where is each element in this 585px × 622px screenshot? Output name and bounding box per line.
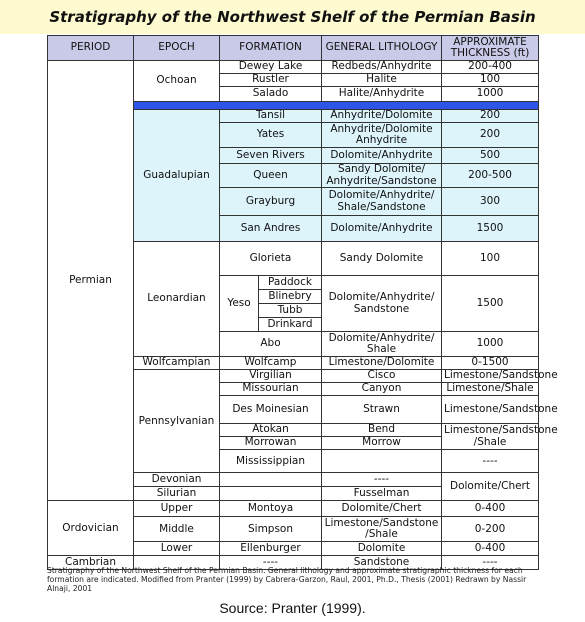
formation-cambrian: ---- bbox=[220, 556, 322, 570]
lithology-queen: Sandy Dolomite/ Anhydrite/Sandstone bbox=[322, 164, 442, 188]
period-pennsylvanian: Pennsylvanian bbox=[134, 370, 220, 473]
formation-bend: Bend bbox=[322, 424, 442, 437]
lithology-seven-rivers: Dolomite/Anhydrite bbox=[322, 148, 442, 164]
thickness-abo: 1000 bbox=[442, 332, 539, 357]
formation-dewey-lake: Dewey Lake bbox=[220, 61, 322, 74]
epoch-virgilian: Virgilian bbox=[220, 370, 322, 383]
lithology-abo: Dolomite/Anhydrite/ Shale bbox=[322, 332, 442, 357]
separator-bar bbox=[134, 102, 539, 110]
thickness-dewey-lake: 200-400 bbox=[442, 61, 539, 74]
stratigraphy-table bbox=[47, 35, 558, 570]
epoch-silurian-empty bbox=[220, 487, 322, 501]
formation-mississippian: ---- bbox=[442, 450, 539, 473]
period-silurian: Silurian bbox=[134, 487, 220, 501]
formation-yeso-group bbox=[220, 276, 322, 332]
thickness-simpson: 0-200 bbox=[442, 517, 539, 542]
page-title: Stratigraphy of the Northwest Shelf of the Permian Basin bbox=[49, 8, 536, 26]
lithology-cisco: Limestone/Sandstone bbox=[442, 370, 539, 383]
lithology-san-andres: Dolomite/Anhydrite bbox=[322, 216, 442, 242]
figure-caption: Stratigraphy of the Northwest Shelf of the Permian Basin. General lithology and approximate stratigraphic thickness for each formation are indicated. Modified from Pranter (1999) by Cabrera-Garzon, Raul, 2001, Ph.D., Thesis (2001) Redrawn by Nassir Alnaji, 2001 bbox=[47, 566, 527, 593]
formation-wolfcamp: Wolfcamp bbox=[220, 357, 322, 370]
epoch-upper: Upper bbox=[134, 501, 220, 517]
epoch-leonardian: Leonardian bbox=[134, 242, 220, 357]
lithology-salado: Halite/Anhydrite bbox=[322, 87, 442, 102]
period-mississippian: Mississippian bbox=[220, 450, 322, 473]
formation-yeso: Yeso bbox=[220, 276, 259, 331]
lithology-tansil: Anhydrite/Dolomite bbox=[322, 110, 442, 123]
lithology-cambrian: Sandstone bbox=[322, 556, 442, 570]
lithology-bend-morrow: Limestone/Sandstone /Shale bbox=[442, 424, 539, 450]
formation-drinkard: Drinkard bbox=[267, 318, 313, 330]
yeso-subtable bbox=[220, 276, 321, 331]
period-ordovician: Ordovician bbox=[48, 501, 134, 556]
header-lithology: GENERAL LITHOLOGY bbox=[322, 36, 442, 61]
formation-morrow: Morrow bbox=[322, 437, 442, 450]
lithology-rustler: Halite bbox=[322, 74, 442, 87]
formation-tansil: Tansil bbox=[220, 110, 322, 123]
thickness-seven-rivers: 500 bbox=[442, 148, 539, 164]
formation-grayburg: Grayburg bbox=[220, 188, 322, 216]
formation-cisco: Cisco bbox=[322, 370, 442, 383]
epoch-guadalupian: Guadalupian bbox=[134, 110, 220, 242]
epoch-lower: Lower bbox=[134, 542, 220, 556]
lithology-montoya: Dolomite/Chert bbox=[322, 501, 442, 517]
header-formation: FORMATION bbox=[220, 36, 322, 61]
epoch-ochoan: Ochoan bbox=[134, 61, 220, 102]
thickness-tansil: 200 bbox=[442, 110, 539, 123]
formation-salado: Salado bbox=[220, 87, 322, 102]
header-epoch: EPOCH bbox=[134, 36, 220, 61]
formation-tubb: Tubb bbox=[259, 303, 322, 317]
thickness-queen: 200-500 bbox=[442, 164, 539, 188]
thickness-montoya: 0-400 bbox=[442, 501, 539, 517]
table-header-row bbox=[48, 36, 539, 61]
period-permian: Permian bbox=[48, 61, 134, 501]
period-devonian: Devonian bbox=[134, 473, 220, 487]
lithology-glorieta: Sandy Dolomite bbox=[322, 242, 442, 276]
header-thickness: APPROXIMATE THICKNESS (ft) bbox=[442, 36, 539, 61]
lithology-wolfcamp: Limestone/Dolomite bbox=[322, 357, 442, 370]
formation-fusselman: Fusselman bbox=[322, 487, 442, 501]
epoch-mississippian-empty bbox=[322, 450, 442, 473]
thickness-rustler: 100 bbox=[442, 74, 539, 87]
thickness-wolfcamp: 0-1500 bbox=[442, 357, 539, 370]
thickness-ellenburger: 0-400 bbox=[442, 542, 539, 556]
formation-san-andres: San Andres bbox=[220, 216, 322, 242]
formation-simpson: Simpson bbox=[220, 517, 322, 542]
formation-abo: Abo bbox=[220, 332, 322, 357]
formation-glorieta: Glorieta bbox=[220, 242, 322, 276]
thickness-cambrian: ---- bbox=[442, 556, 539, 570]
formation-seven-rivers: Seven Rivers bbox=[220, 148, 322, 164]
epoch-middle: Middle bbox=[134, 517, 220, 542]
thickness-glorieta: 100 bbox=[442, 242, 539, 276]
thickness-yeso: 1500 bbox=[442, 276, 539, 332]
lithology-devonian-silurian: Dolomite/Chert bbox=[442, 473, 539, 501]
formation-queen: Queen bbox=[220, 164, 322, 188]
title-banner bbox=[0, 0, 585, 34]
formation-devonian: ---- bbox=[322, 473, 442, 487]
lithology-strawn: Limestone/Sandstone bbox=[442, 396, 539, 424]
lithology-dewey-lake: Redbeds/Anhydrite bbox=[322, 61, 442, 74]
lithology-yeso: Dolomite/Anhydrite/ Sandstone bbox=[322, 276, 442, 332]
epoch-morrowan: Morrowan bbox=[220, 437, 322, 450]
thickness-yates: 200 bbox=[442, 123, 539, 148]
epoch-devonian-empty bbox=[220, 473, 322, 487]
formation-blinebry: Blinebry bbox=[259, 289, 322, 303]
thickness-salado: 1000 bbox=[442, 87, 539, 102]
epoch-missourian: Missourian bbox=[220, 383, 322, 396]
lithology-simpson: Limestone/Sandstone /Shale bbox=[322, 517, 442, 542]
formation-canyon: Canyon bbox=[322, 383, 442, 396]
formation-ellenburger: Ellenburger bbox=[220, 542, 322, 556]
formation-yates: Yates bbox=[220, 123, 322, 148]
lithology-grayburg: Dolomite/Anhydrite/ Shale/Sandstone bbox=[322, 188, 442, 216]
epoch-des-moinesian: Des Moinesian bbox=[220, 396, 322, 424]
table-row bbox=[48, 501, 539, 517]
header-period: PERIOD bbox=[48, 36, 134, 61]
thickness-san-andres: 1500 bbox=[442, 216, 539, 242]
epoch-atokan: Atokan bbox=[220, 424, 322, 437]
thickness-grayburg: 300 bbox=[442, 188, 539, 216]
lithology-canyon: Limestone/Shale bbox=[442, 383, 539, 396]
table-row bbox=[48, 61, 539, 74]
formation-paddock: Paddock bbox=[259, 276, 322, 289]
source-line: Source: Pranter (1999). bbox=[219, 600, 366, 616]
formation-montoya: Montoya bbox=[220, 501, 322, 517]
period-cambrian: Cambrian bbox=[48, 556, 134, 570]
epoch-wolfcampian: Wolfcampian bbox=[134, 357, 220, 370]
lithology-yates: Anhydrite/Dolomite Anhydrite bbox=[322, 123, 442, 148]
lithology-ellenburger: Dolomite bbox=[322, 542, 442, 556]
formation-rustler: Rustler bbox=[220, 74, 322, 87]
formation-strawn: Strawn bbox=[322, 396, 442, 424]
